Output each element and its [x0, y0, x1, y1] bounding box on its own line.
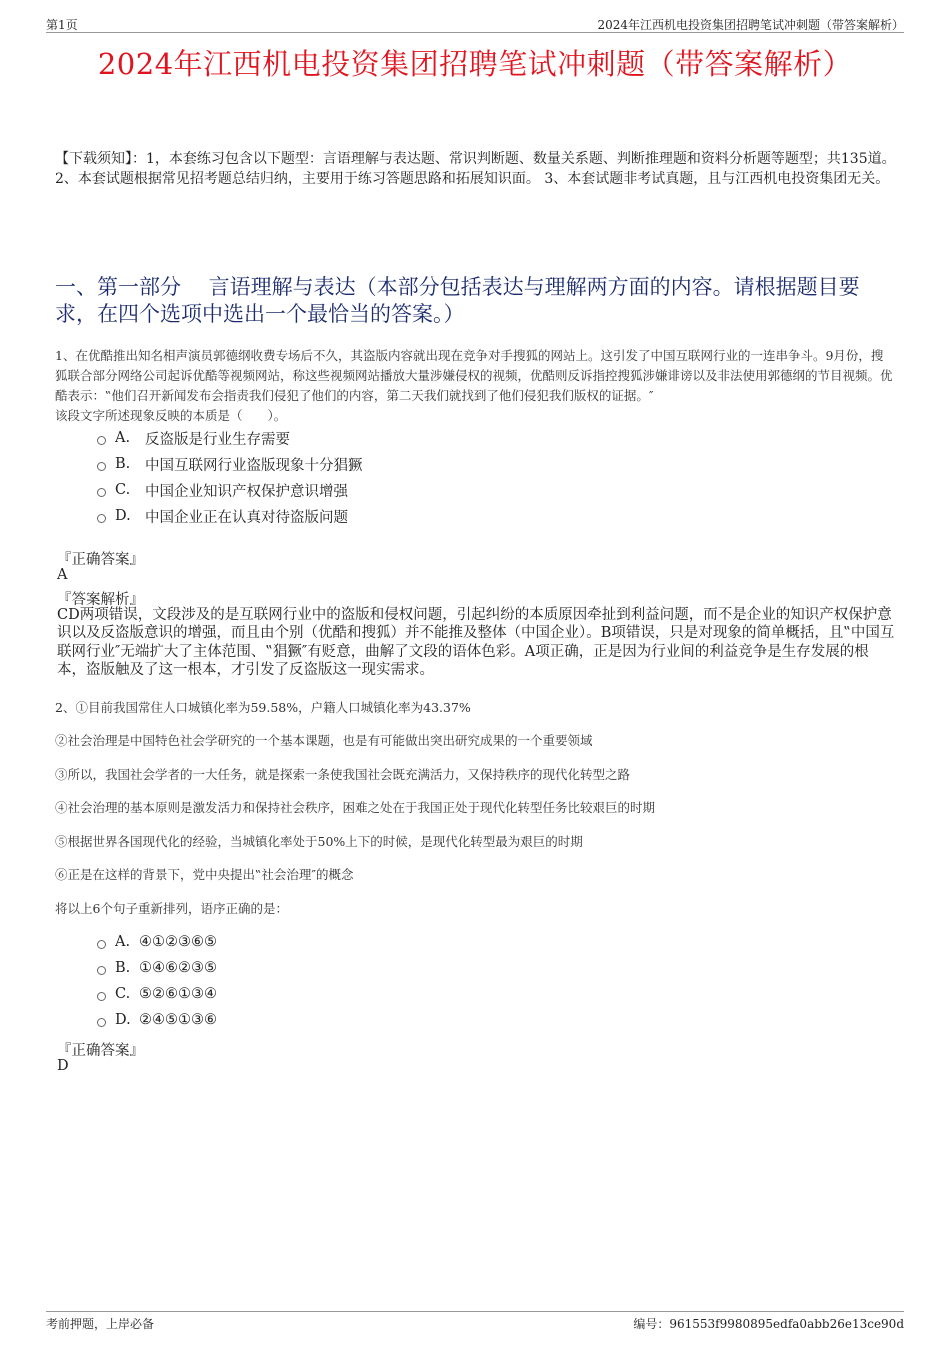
radio-icon[interactable] — [97, 488, 106, 497]
radio-icon[interactable] — [97, 514, 106, 523]
q1-option-c[interactable]: C. 中国企业知识产权保护意识增强 — [97, 480, 348, 500]
q2-sentence-5: ⑤根据世界各国现代化的经验，当城镇化率处于50%上下的时候，是现代化转型最为艰巨的时期 — [55, 834, 583, 849]
q2-option-c[interactable]: C. ⑤②⑥①③④ — [97, 984, 217, 1004]
q1-analysis: CD两项错误，文段涉及的是互联网行业中的盗版和侵权问题，引起纠纷的本质原因牵扯到利益问题，而不是企业的知识产权保护意识以及反盗版意识的增强，而且由个别（优酷和搜狐）并不能推及整体（中国企业）。B项错误，只是对现象的简单概括，且‟中国互联网行业″无端扩大了主体范围、‟猖獗″有贬意，曲解了文段的语体色彩。A项正确，正是因为行业间的利益竞争是生存发展的根本，盗版触及了这一根本，才引发了反盗版这一现实需求。 — [57, 607, 895, 678]
question-1-prompt: 该段文字所述现象反映的本质是（ ）。 — [55, 408, 287, 423]
radio-icon[interactable] — [97, 940, 106, 949]
q2-sentence-4: ④社会治理的基本原则是激发活力和保持社会秩序，困难之处在于我国正处于现代化转型任务比较艰巨的时期 — [55, 800, 656, 815]
q1-answer: A — [57, 567, 68, 583]
q2-answer-label: 『正确答案』 — [57, 1043, 144, 1059]
q2-sentence-6: ⑥正是在这样的背景下，党中央提出‟社会治理″的概念 — [55, 867, 354, 882]
q2-sentence-3: ③所以，我国社会学者的一大任务，就是探索一条使我国社会既充满活力，又保持秩序的现代化转型之路 — [55, 767, 631, 782]
section-heading: 一、第一部分 言语理解与表达（本部分包括表达与理解两方面的内容。请根据题目要求，在四个选项中选出一个最恰当的答案。） — [55, 275, 860, 326]
q2-option-a[interactable]: A. ④①②③⑥⑤ — [97, 932, 217, 952]
q2-sentence-1: 2、①目前我国常住人口城镇化率为59.58%，户籍人口城镇化率为43.37% — [55, 700, 471, 715]
radio-icon[interactable] — [97, 966, 106, 975]
page-header — [46, 16, 904, 33]
header-doc-title: 2024年江西机电投资集团招聘笔试冲刺题（带答案解析） — [597, 18, 904, 32]
radio-icon[interactable] — [97, 1018, 106, 1027]
q1-option-d[interactable]: D. 中国企业正在认真对待盗版问题 — [97, 506, 348, 526]
q1-option-b[interactable]: B. 中国互联网行业盗版现象十分猖獗 — [97, 454, 363, 474]
q1-analysis-label: 『答案解析』 — [57, 592, 144, 608]
radio-icon[interactable] — [97, 992, 106, 1001]
q2-option-b[interactable]: B. ①④⑥②③⑤ — [97, 958, 217, 978]
q2-prompt: 将以上6个句子重新排列，语序正确的是： — [55, 901, 288, 916]
q1-answer-label: 『正确答案』 — [57, 552, 144, 568]
page-number: 第1页 — [46, 18, 78, 32]
q2-answer: D — [57, 1058, 69, 1074]
q2-sentence-2: ②社会治理是中国特色社会学研究的一个基本课题，也是有可能做出突出研究成果的一个重要领域 — [55, 733, 593, 748]
page-footer — [46, 1311, 904, 1332]
radio-icon[interactable] — [97, 462, 106, 471]
download-notice: 【下载须知】：1，本套练习包含以下题型：言语理解与表达题、常识判断题、数量关系题、判断推理题和资料分析题等题型；共135道。 2、本套试题根据常见招考题总结归纳，主要用于练习答题思路和拓展知识面。 3、本套试题非考试真题，且与江西机电投资集团无关。 — [55, 151, 896, 187]
q1-option-a[interactable]: A. 反盗版是行业生存需要 — [97, 428, 290, 448]
radio-icon[interactable] — [97, 436, 106, 445]
question-1-stem: 1、在优酷推出知名相声演员郭德纲收费专场后不久，其盗版内容就出现在竞争对手搜狐的网站上。这引发了中国互联网行业的一连串争斗。9月份，搜狐联合部分网络公司起诉优酷等视频网站，称这些视频网站播放大量涉嫌侵权的视频，优酷则反诉指控搜狐涉嫌诽谤以及非法使用郭德纲的节目视频。优酷表示：‟他们召开新闻发布会指责我们侵犯了他们的内容，第二天我们就找到了他们侵犯我们版权的证据。″ — [55, 348, 893, 403]
q2-option-d[interactable]: D. ②④⑤①③⑥ — [97, 1010, 217, 1030]
document-code: 编号：961553f9980895edfa0abb26e13ce90d — [633, 1317, 904, 1331]
document-title: 2024年江西机电投资集团招聘笔试冲刺题（带答案解析） — [97, 47, 853, 81]
footer-slogan: 考前押题，上岸必备 — [46, 1317, 155, 1331]
